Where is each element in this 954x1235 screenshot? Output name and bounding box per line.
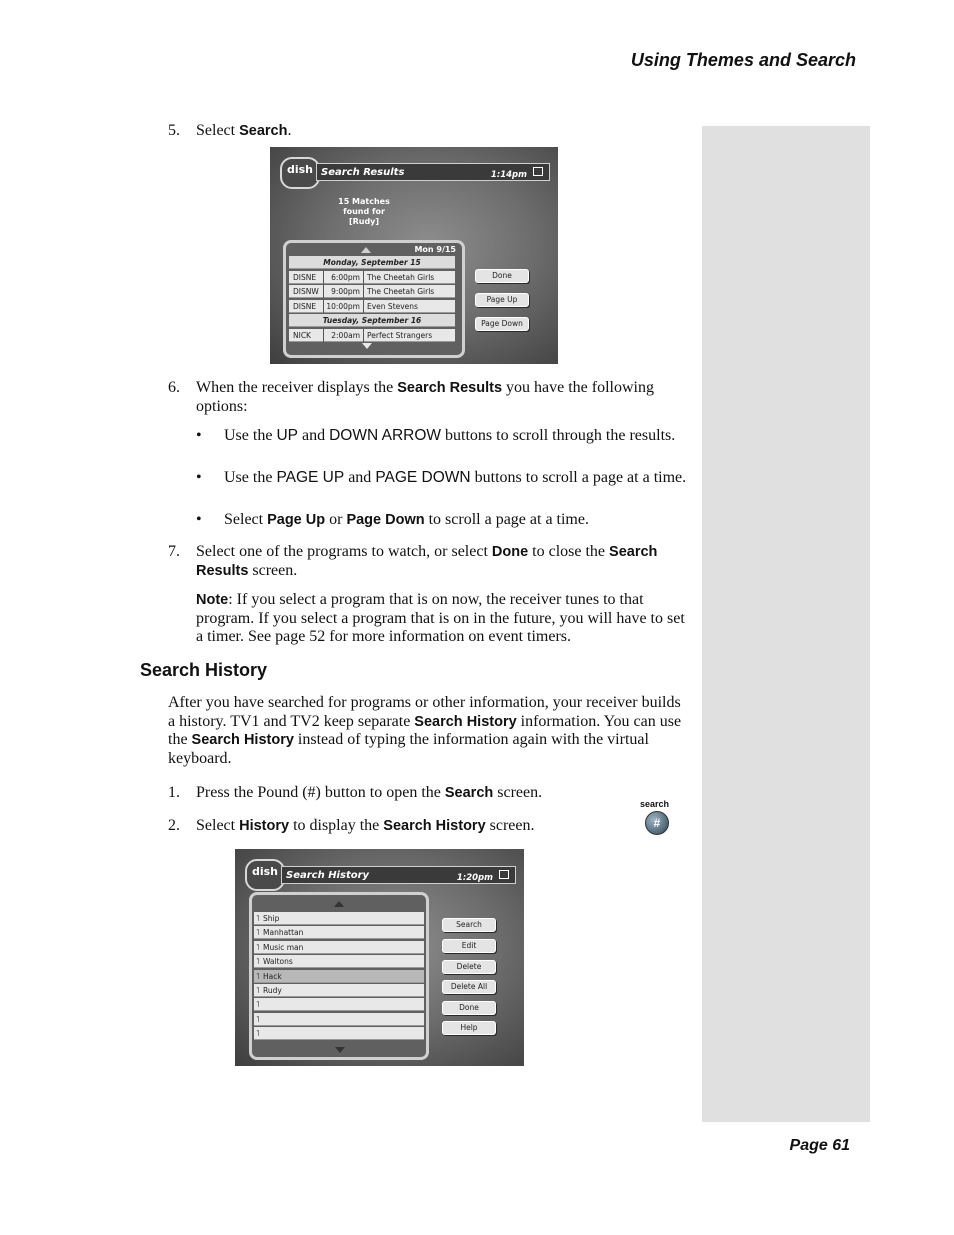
scroll-down-arrow-icon[interactable] xyxy=(335,1047,345,1053)
history-item[interactable] xyxy=(254,1027,424,1040)
step-text: you have the following options: xyxy=(196,379,654,415)
history-item[interactable] xyxy=(254,1013,424,1026)
step-number: 1. xyxy=(168,784,180,801)
program-title: The Cheetah Girls xyxy=(367,272,435,282)
bold-term: Page Down xyxy=(346,512,425,528)
history-marker-icon: ˥ xyxy=(256,957,260,967)
pound-button-label: search xyxy=(640,799,670,809)
clock: 1:20pm xyxy=(456,873,493,883)
results-panel xyxy=(283,240,465,358)
channel: DISNE xyxy=(289,300,324,313)
bold-term: Page Up xyxy=(267,512,326,528)
margin-sidebar xyxy=(702,126,870,1122)
search-results-screenshot xyxy=(270,147,558,364)
date-separator: Tuesday, September 16 xyxy=(289,314,455,327)
pound-button-icon: # xyxy=(645,811,669,835)
done-button[interactable]: Done xyxy=(442,1001,496,1015)
program-title: Perfect Strangers xyxy=(367,330,433,340)
key-name: DOWN ARROW xyxy=(329,427,442,444)
history-marker-icon: ˥ xyxy=(256,1029,260,1039)
history-marker-icon: ˥ xyxy=(256,914,260,923)
note-label: Note xyxy=(196,592,229,608)
history-term: Waltons xyxy=(263,957,293,967)
program-row[interactable] xyxy=(289,300,455,313)
tv-icon xyxy=(533,167,543,176)
history-term: Manhattan xyxy=(263,928,304,938)
history-item[interactable] xyxy=(254,926,424,939)
airtime: 9:00pm xyxy=(324,285,364,298)
bullet-dot: • xyxy=(196,511,202,528)
key-name: PAGE DOWN xyxy=(375,469,471,486)
program-row[interactable] xyxy=(289,329,455,342)
channel: NICK xyxy=(289,329,324,342)
delete-all-button[interactable]: Delete All xyxy=(442,980,496,994)
key-name: PAGE UP xyxy=(276,469,345,486)
dish-logo: dish xyxy=(280,157,320,189)
match-summary xyxy=(324,197,404,227)
page-up-button[interactable]: Page Up xyxy=(475,293,529,307)
history-marker-icon: ˥ xyxy=(256,1000,260,1010)
channel: DISNE xyxy=(289,271,324,284)
header-date: Mon 9/15 xyxy=(414,245,456,254)
airtime: 10:00pm xyxy=(324,300,364,313)
bullet-dot: • xyxy=(196,427,202,444)
bullet-dot: • xyxy=(196,469,202,486)
program-row[interactable] xyxy=(289,285,455,298)
edit-button[interactable]: Edit xyxy=(442,939,496,953)
program-title: The Cheetah Girls xyxy=(367,287,435,296)
history-term: Ship xyxy=(263,914,280,923)
help-button[interactable]: Help xyxy=(442,1021,496,1035)
section-heading: Search History xyxy=(140,660,268,680)
bold-term: Search xyxy=(239,123,288,139)
channel: DISNW xyxy=(289,285,324,298)
screen-title: Search History xyxy=(286,870,370,881)
section-paragraph: After you have searched for programs or other information, your receiver builds a history. TV1 and TV2 keep separate Search History information. You can use the Search History instead of typing the information again with the virtual keyboard. xyxy=(168,694,682,767)
history-marker-icon: ˥ xyxy=(256,986,260,995)
history-item[interactable] xyxy=(254,998,424,1011)
airtime: 2:00am xyxy=(324,329,364,342)
page-number: Page 61 xyxy=(789,1137,850,1154)
match-term: [Rudy] xyxy=(348,217,380,226)
dish-logo: dish xyxy=(245,859,285,891)
bold-term: Search Results xyxy=(196,544,658,579)
step-text: When the receiver displays the xyxy=(196,379,398,396)
history-marker-icon: ˥ xyxy=(256,971,260,981)
bold-term: Done xyxy=(491,544,529,560)
history-term: Rudy xyxy=(263,986,282,995)
date-separator: Monday, September 15 xyxy=(289,256,455,269)
step-number: 2. xyxy=(168,817,180,834)
bold-term: Search History xyxy=(414,713,517,730)
step-number: 5. xyxy=(168,122,180,139)
note-paragraph xyxy=(196,591,688,647)
history-item[interactable] xyxy=(254,970,424,983)
step-text: Select xyxy=(196,122,240,139)
step-number: 6. xyxy=(168,379,180,396)
tv-icon xyxy=(499,870,509,879)
bold-term: Search Results xyxy=(397,380,503,396)
scroll-up-arrow-icon[interactable] xyxy=(361,247,371,253)
page-down-button[interactable]: Page Down xyxy=(475,317,529,331)
history-marker-icon: ˥ xyxy=(256,1014,260,1024)
search-history-screenshot xyxy=(235,849,524,1066)
history-item[interactable] xyxy=(254,912,424,925)
key-name: UP xyxy=(276,427,298,444)
search-button[interactable]: Search xyxy=(442,918,496,932)
done-button[interactable]: Done xyxy=(475,269,529,283)
screen-title: Search Results xyxy=(321,167,405,178)
bold-term: Search xyxy=(444,785,494,801)
clock: 1:14pm xyxy=(490,170,527,180)
screen-title-bar xyxy=(316,163,550,181)
history-item[interactable] xyxy=(254,941,424,954)
history-item[interactable] xyxy=(254,984,424,997)
scroll-up-arrow-icon[interactable] xyxy=(334,901,344,907)
step-text: . xyxy=(287,122,292,139)
history-term: Music man xyxy=(263,942,304,952)
bold-term: Search History xyxy=(383,818,486,834)
match-count: 15 Matches found for xyxy=(338,197,390,216)
history-panel xyxy=(249,892,429,1060)
bold-term: History xyxy=(239,818,290,834)
history-marker-icon: ˥ xyxy=(256,928,260,938)
program-title: Even Stevens xyxy=(367,301,418,311)
delete-button[interactable]: Delete xyxy=(442,960,496,974)
airtime: 6:00pm xyxy=(324,271,364,284)
bold-term: Search History xyxy=(191,732,294,748)
history-item[interactable] xyxy=(254,955,424,968)
history-term: Hack xyxy=(263,971,282,981)
history-marker-icon: ˥ xyxy=(256,942,260,952)
header-title: Using Themes and Search xyxy=(630,50,856,70)
program-row[interactable] xyxy=(289,271,455,284)
scroll-down-arrow-icon[interactable] xyxy=(362,343,372,349)
screen-title-bar xyxy=(281,866,516,884)
step-number: 7. xyxy=(168,543,180,560)
note-text: : If you select a program that is on now, the receiver tunes to that program. If you select a program that is on in the future, you will have to set a timer. See page 52 for more information on event timers. xyxy=(196,591,685,645)
